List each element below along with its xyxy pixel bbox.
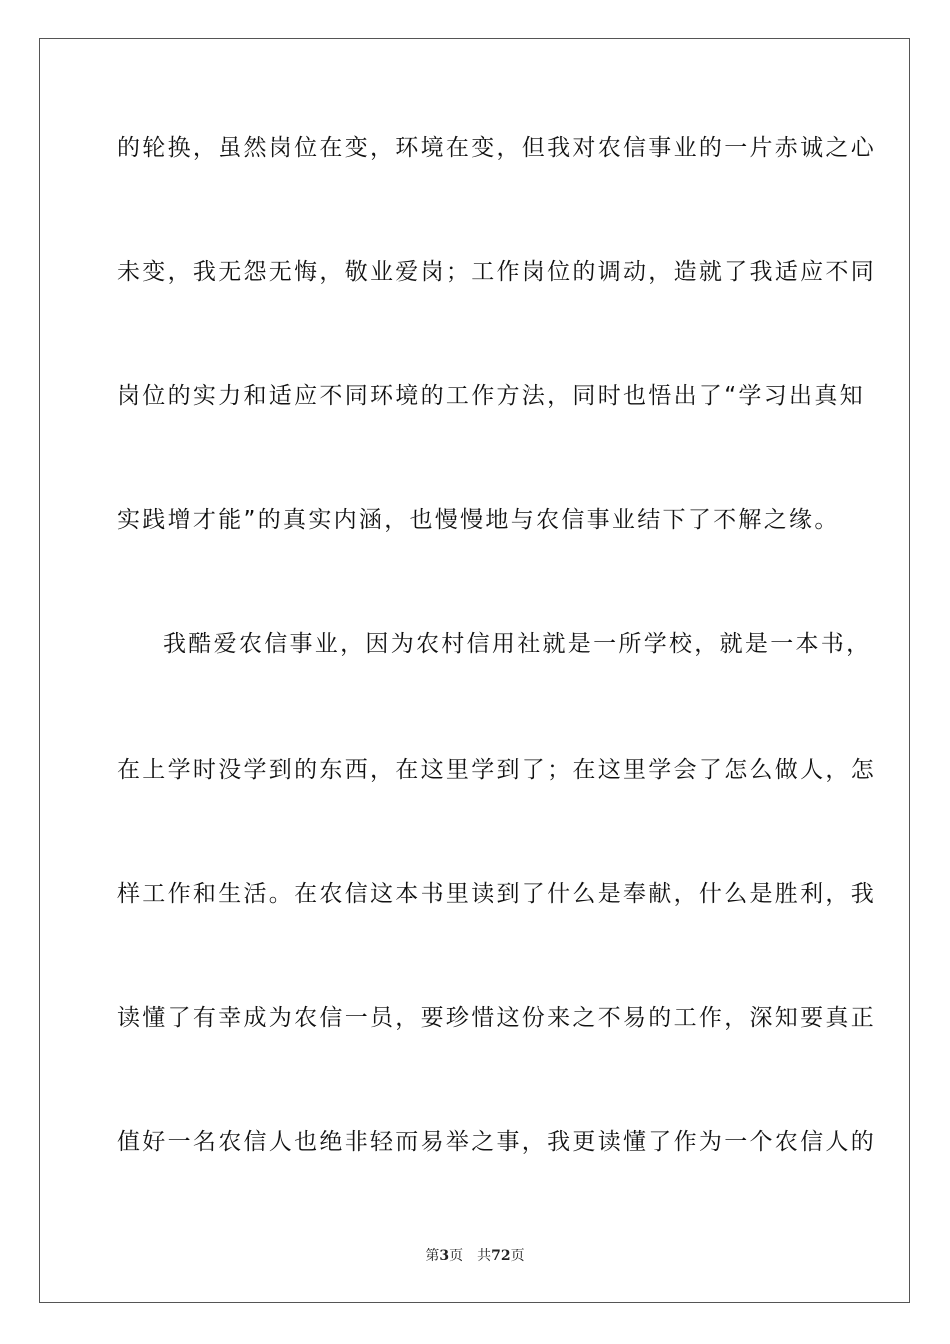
- paragraph-line-5: 我酷爱农信事业，因为农村信用社就是一所学校，就是一本书，: [163, 631, 872, 657]
- page-footer: [0, 1247, 950, 1265]
- page-border: [39, 38, 910, 1303]
- paragraph-line-7: 样工作和生活。在农信这本书里读到了什么是奉献，什么是胜利，我: [117, 881, 876, 907]
- paragraph-line-4: 实践增才能”的真实内涵，也慢慢地与农信事业结下了不解之缘。: [117, 507, 840, 533]
- footer-total-pages: 72: [491, 1248, 511, 1264]
- paragraph-line-9: 值好一名农信人也绝非轻而易举之事，我更读懂了作为一个农信人的: [117, 1129, 876, 1155]
- footer-page-suffix: 页: [449, 1248, 464, 1264]
- paragraph-line-2: 未变，我无怨无悔，敬业爱岗；工作岗位的调动，造就了我适应不同: [117, 259, 876, 285]
- footer-page-prefix: 第: [425, 1248, 440, 1264]
- footer-total-prefix: 共: [477, 1248, 492, 1264]
- paragraph-line-8: 读懂了有幸成为农信一员，要珍惜这份来之不易的工作，深知要真正: [117, 1005, 876, 1031]
- paragraph-line-3: 岗位的实力和适应不同环境的工作方法，同时也悟出了“学习出真知: [117, 383, 865, 409]
- paragraph-line-6: 在上学时没学到的东西，在这里学到了；在这里学会了怎么做人，怎: [117, 757, 876, 783]
- footer-page-number: 3: [439, 1248, 450, 1264]
- paragraph-line-1: 的轮换，虽然岗位在变，环境在变，但我对农信事业的一片赤诚之心: [117, 135, 876, 161]
- footer-total-suffix: 页: [510, 1248, 525, 1264]
